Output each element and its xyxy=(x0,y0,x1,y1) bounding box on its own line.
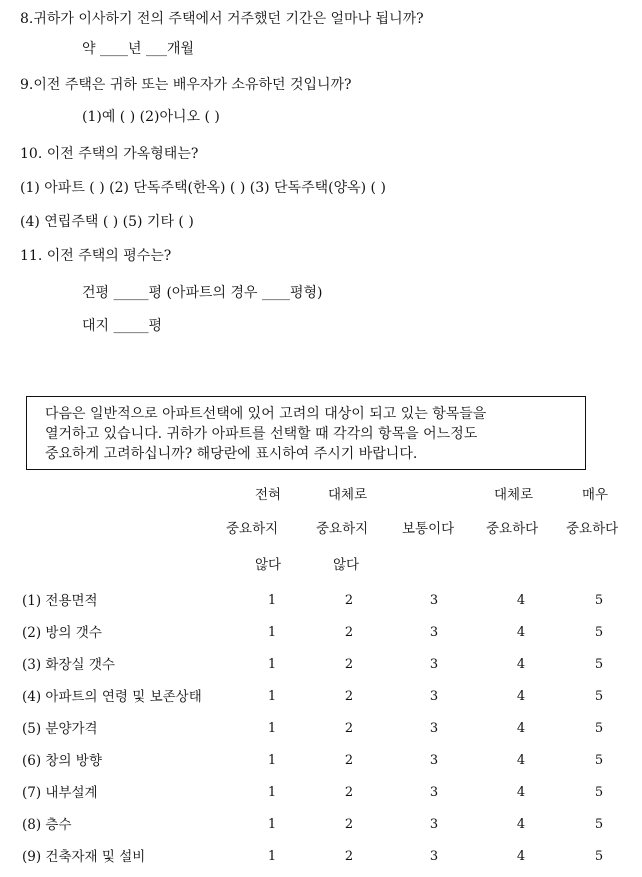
rating-option-4[interactable]: 4 xyxy=(516,753,526,768)
rating-option-4[interactable]: 4 xyxy=(516,817,526,832)
instruction-box xyxy=(26,396,586,470)
scale-header-2-line2: 중요하지 xyxy=(316,521,369,537)
scale-header-3-line2: 보통이다 xyxy=(402,521,455,537)
scale-header-2-line3: 않다 xyxy=(333,557,360,573)
scale-header-1-line1: 전혀 xyxy=(255,487,282,503)
rating-row-label: (3) 화장실 갯수 xyxy=(22,657,115,673)
rating-row-label: (9) 건축자재 및 설비 xyxy=(22,849,146,865)
rating-option-3[interactable]: 3 xyxy=(429,817,439,832)
instruction-line-3: 중요하게 고려하십니까? 해당란에 표시하여 주시기 바랍니다. xyxy=(45,446,418,462)
rating-option-1[interactable]: 1 xyxy=(267,657,277,672)
rating-option-2[interactable]: 2 xyxy=(344,817,354,832)
rating-option-2[interactable]: 2 xyxy=(344,753,354,768)
rating-option-1[interactable]: 1 xyxy=(267,689,277,704)
rating-option-4[interactable]: 4 xyxy=(516,625,526,640)
rating-option-2[interactable]: 2 xyxy=(344,593,354,608)
rating-option-5[interactable]: 5 xyxy=(594,817,604,832)
rating-row-label: (4) 아파트의 연령 및 보존상태 xyxy=(22,689,202,705)
rating-option-4[interactable]: 4 xyxy=(516,689,526,704)
rating-option-3[interactable]: 3 xyxy=(429,657,439,672)
rating-option-3[interactable]: 3 xyxy=(429,785,439,800)
rating-row-label: (2) 방의 갯수 xyxy=(22,625,102,641)
rating-option-2[interactable]: 2 xyxy=(344,849,354,864)
question-8-text: 8.귀하가 이사하기 전의 주택에서 거주했던 기간은 얼마나 됩니까? xyxy=(20,11,424,27)
rating-option-5[interactable]: 5 xyxy=(594,721,604,736)
rating-option-3[interactable]: 3 xyxy=(429,689,439,704)
scale-header-4-line1: 대체로 xyxy=(494,487,534,503)
rating-option-2[interactable]: 2 xyxy=(344,785,354,800)
rating-row-label: (5) 분양가격 xyxy=(22,721,98,737)
question-9-answer[interactable]: (1)예 ( ) (2)아니오 ( ) xyxy=(82,109,220,125)
rating-option-5[interactable]: 5 xyxy=(594,849,604,864)
rating-option-4[interactable]: 4 xyxy=(516,785,526,800)
question-10-text: 10. 이전 주택의 가옥형태는? xyxy=(20,146,199,162)
rating-option-4[interactable]: 4 xyxy=(516,593,526,608)
rating-row-label: (8) 층수 xyxy=(22,817,72,833)
instruction-line-2: 열거하고 있습니다. 귀하가 아파트를 선택할 때 각각의 항목을 어느정도 xyxy=(45,426,478,442)
rating-option-1[interactable]: 1 xyxy=(267,817,277,832)
scale-header-1-line2: 중요하지 xyxy=(226,521,279,537)
scale-header-5-line1: 매우 xyxy=(582,487,609,503)
rating-option-5[interactable]: 5 xyxy=(594,625,604,640)
rating-row-label: (6) 창의 방향 xyxy=(22,753,102,769)
rating-option-4[interactable]: 4 xyxy=(516,657,526,672)
rating-option-4[interactable]: 4 xyxy=(516,849,526,864)
rating-row-label: (1) 전용면적 xyxy=(22,593,98,609)
question-9-text: 9.이전 주택은 귀하 또는 배우자가 소유하던 것입니까? xyxy=(20,77,352,93)
rating-option-1[interactable]: 1 xyxy=(267,721,277,736)
scale-header-5-line2: 중요하다 xyxy=(566,521,619,537)
rating-option-5[interactable]: 5 xyxy=(594,593,604,608)
scale-header-1-line3: 않다 xyxy=(255,557,282,573)
rating-row-label: (7) 내부설계 xyxy=(22,785,98,801)
rating-option-2[interactable]: 2 xyxy=(344,689,354,704)
rating-option-1[interactable]: 1 xyxy=(267,849,277,864)
instruction-line-1: 다음은 일반적으로 아파트선택에 있어 고려의 대상이 되고 있는 항목들을 xyxy=(45,406,487,422)
question-10-options-line1[interactable]: (1) 아파트 ( ) (2) 단독주택(한옥) ( ) (3) 단독주택(양옥) ( ) xyxy=(20,180,386,196)
rating-option-5[interactable]: 5 xyxy=(594,657,604,672)
rating-option-1[interactable]: 1 xyxy=(267,753,277,768)
rating-option-5[interactable]: 5 xyxy=(594,689,604,704)
rating-option-3[interactable]: 3 xyxy=(429,721,439,736)
question-11-building-area[interactable]: 건평 _____평 (아파트의 경우 ____평형) xyxy=(82,285,323,301)
question-11-land-area[interactable]: 대지 _____평 xyxy=(82,318,163,334)
rating-option-1[interactable]: 1 xyxy=(267,625,277,640)
scale-header-2-line1: 대체로 xyxy=(328,487,368,503)
rating-option-5[interactable]: 5 xyxy=(594,753,604,768)
question-11-text: 11. 이전 주택의 평수는? xyxy=(20,248,172,264)
rating-option-3[interactable]: 3 xyxy=(429,625,439,640)
rating-option-4[interactable]: 4 xyxy=(516,721,526,736)
rating-option-1[interactable]: 1 xyxy=(267,785,277,800)
rating-option-1[interactable]: 1 xyxy=(267,593,277,608)
question-10-options-line2[interactable]: (4) 연립주택 ( ) (5) 기타 ( ) xyxy=(20,214,194,230)
rating-option-2[interactable]: 2 xyxy=(344,657,354,672)
scale-header-4-line2: 중요하다 xyxy=(486,521,539,537)
rating-option-3[interactable]: 3 xyxy=(429,593,439,608)
question-8-answer[interactable]: 약 ____년 ___개월 xyxy=(82,41,194,57)
rating-option-2[interactable]: 2 xyxy=(344,721,354,736)
rating-option-2[interactable]: 2 xyxy=(344,625,354,640)
rating-option-3[interactable]: 3 xyxy=(429,849,439,864)
rating-option-3[interactable]: 3 xyxy=(429,753,439,768)
rating-option-5[interactable]: 5 xyxy=(594,785,604,800)
